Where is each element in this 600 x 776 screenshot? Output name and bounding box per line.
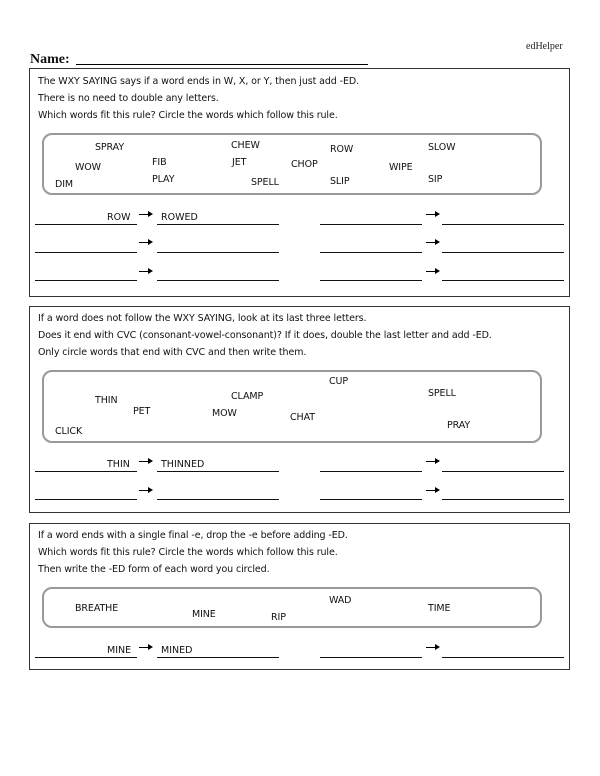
answer-line[interactable] <box>35 499 137 500</box>
answer-line[interactable] <box>157 657 279 658</box>
answer-line[interactable] <box>320 657 422 658</box>
answer-line[interactable] <box>442 499 564 500</box>
arrow-icon <box>139 644 153 651</box>
answer-line[interactable] <box>442 280 564 281</box>
name-line[interactable] <box>76 64 368 65</box>
answer-line[interactable] <box>157 471 279 472</box>
example-word: THIN <box>107 459 130 470</box>
word-bank-item[interactable]: PLAY <box>152 174 175 185</box>
answer-line[interactable] <box>320 252 422 253</box>
word-bank <box>42 133 542 195</box>
example-answer: MINED <box>161 645 193 656</box>
instruction-line: If a word does not follow the WXY SAYING, look at its last three letters. <box>38 313 367 324</box>
word-bank-item[interactable]: RIP <box>271 612 286 623</box>
answer-line[interactable] <box>157 280 279 281</box>
word-bank-item[interactable]: SLIP <box>330 176 350 187</box>
arrow-icon <box>426 458 440 465</box>
instruction-line: The WXY SAYING says if a word ends in W, X, or Y, then just add -ED. <box>38 76 360 87</box>
answer-line[interactable] <box>442 471 564 472</box>
answer-line[interactable] <box>35 280 137 281</box>
example-word: ROW <box>107 212 131 223</box>
example-word: MINE <box>107 645 132 656</box>
word-bank-item[interactable]: THIN <box>95 395 118 406</box>
word-bank-item[interactable]: CHOP <box>291 159 318 170</box>
brand-label: edHelper <box>526 41 563 52</box>
instruction-line: Then write the -ED form of each word you circled. <box>38 564 270 575</box>
word-bank-item[interactable]: FIB <box>152 157 167 168</box>
word-bank-item[interactable]: CHAT <box>290 412 315 423</box>
word-bank-item[interactable]: SLOW <box>428 142 456 153</box>
answer-line[interactable] <box>157 252 279 253</box>
word-bank-item[interactable]: SPRAY <box>95 142 125 153</box>
answer-line[interactable] <box>35 252 137 253</box>
word-bank-item[interactable]: SIP <box>428 174 443 185</box>
example-answer: THINNED <box>161 459 205 470</box>
word-bank-item[interactable]: CLICK <box>55 426 83 437</box>
answer-line[interactable] <box>320 499 422 500</box>
word-bank-item[interactable]: BREATHE <box>75 603 119 614</box>
answer-line[interactable] <box>35 471 137 472</box>
name-label: Name: <box>30 52 70 67</box>
word-bank <box>42 370 542 443</box>
instruction-line: Which words fit this rule? Circle the words which follow this rule. <box>38 110 338 121</box>
word-bank-item[interactable]: SPELL <box>251 177 279 188</box>
arrow-icon <box>426 644 440 651</box>
word-bank-item[interactable]: PET <box>133 406 151 417</box>
word-bank-item[interactable]: TIME <box>428 603 451 614</box>
answer-line[interactable] <box>320 471 422 472</box>
instruction-line: If a word ends with a single final -e, drop the -e before adding -ED. <box>38 530 348 541</box>
example-answer: ROWED <box>161 212 198 223</box>
arrow-icon <box>139 487 153 494</box>
answer-line[interactable] <box>320 224 422 225</box>
section-cvc-rule <box>29 306 570 513</box>
word-bank-item[interactable]: PRAY <box>447 420 471 431</box>
section-wxy-saying <box>29 68 570 297</box>
arrow-icon <box>139 211 153 218</box>
answer-line[interactable] <box>442 224 564 225</box>
word-bank-item[interactable]: JET <box>232 157 247 168</box>
answer-line[interactable] <box>157 224 279 225</box>
word-bank-item[interactable]: ROW <box>330 144 354 155</box>
word-bank-item[interactable]: DIM <box>55 179 74 190</box>
word-bank-item[interactable]: SPELL <box>428 388 456 399</box>
answer-line[interactable] <box>157 499 279 500</box>
arrow-icon <box>426 487 440 494</box>
word-bank-item[interactable]: CLAMP <box>231 391 264 402</box>
word-bank-item[interactable]: WAD <box>329 595 352 606</box>
answer-line[interactable] <box>35 657 137 658</box>
arrow-icon <box>426 268 440 275</box>
arrow-icon <box>139 239 153 246</box>
answer-line[interactable] <box>442 657 564 658</box>
word-bank-item[interactable]: MINE <box>192 609 216 620</box>
arrow-icon <box>139 458 153 465</box>
answer-line[interactable] <box>35 224 137 225</box>
instruction-line: There is no need to double any letters. <box>38 93 219 104</box>
word-bank-item[interactable]: MOW <box>212 408 237 419</box>
section-silent-e-rule <box>29 523 570 670</box>
word-bank-item[interactable]: WOW <box>75 162 101 173</box>
arrow-icon <box>426 239 440 246</box>
arrow-icon <box>139 268 153 275</box>
word-bank <box>42 587 542 628</box>
word-bank-item[interactable]: CHEW <box>231 140 260 151</box>
word-bank-item[interactable]: CUP <box>329 376 349 387</box>
arrow-icon <box>426 211 440 218</box>
instruction-line: Does it end with CVC (consonant-vowel-consonant)? If it does, double the last letter and add -ED. <box>38 330 492 341</box>
instruction-line: Which words fit this rule? Circle the words which follow this rule. <box>38 547 338 558</box>
answer-line[interactable] <box>320 280 422 281</box>
answer-line[interactable] <box>442 252 564 253</box>
instruction-line: Only circle words that end with CVC and then write them. <box>38 347 307 358</box>
word-bank-item[interactable]: WIPE <box>389 162 413 173</box>
